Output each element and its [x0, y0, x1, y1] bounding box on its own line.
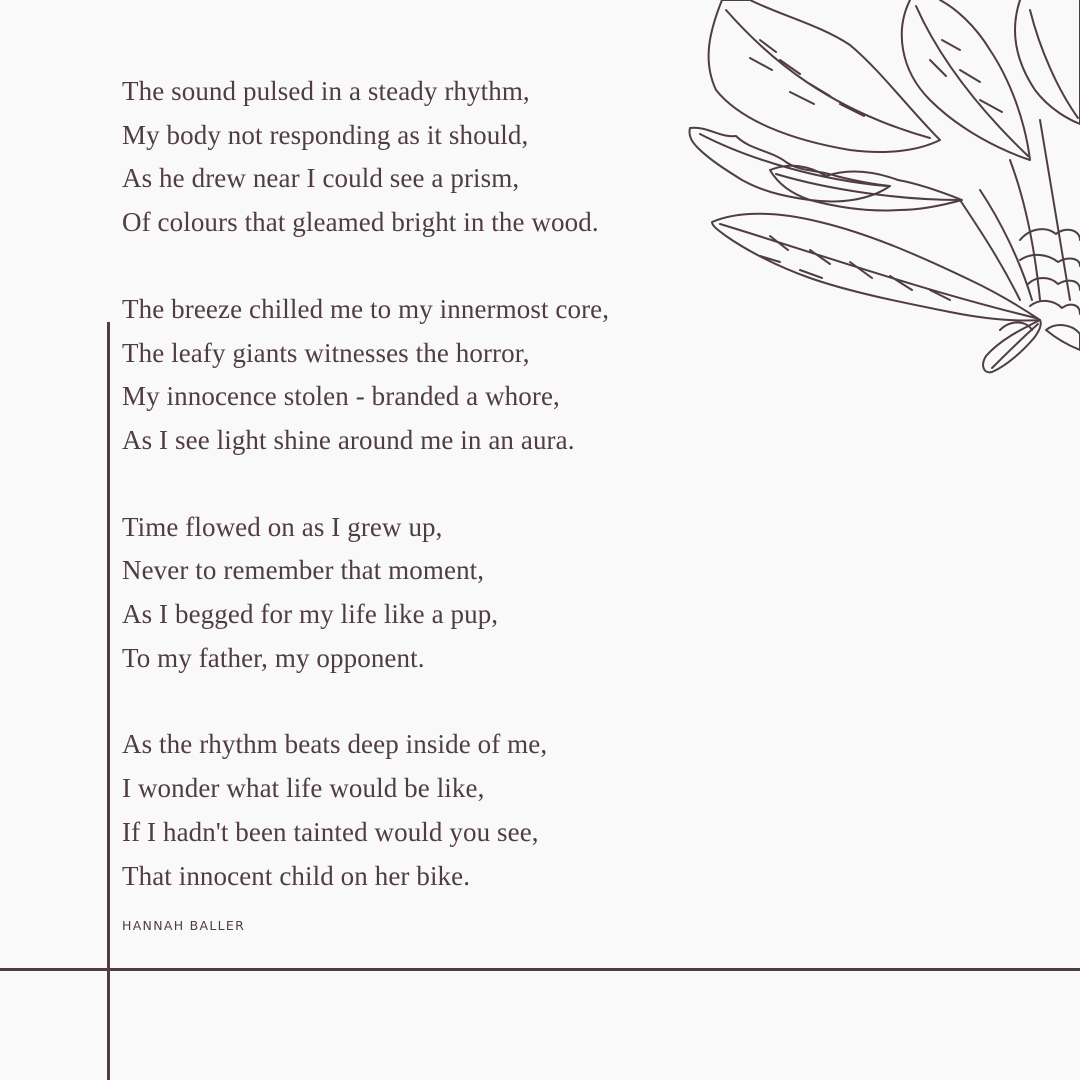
poem-line: The leafy giants witnesses the horror,	[122, 337, 530, 368]
horizontal-divider	[0, 968, 1080, 971]
stanza-3	[122, 506, 609, 681]
poem-line: My innocence stolen - branded a whore,	[122, 381, 560, 412]
poem-line: As he drew near I could see a prism,	[122, 163, 520, 194]
poem-line: As I begged for my life like a pup,	[122, 599, 499, 630]
poem-line: The breeze chilled me to my innermost core,	[122, 293, 610, 324]
poem-body	[122, 70, 609, 941]
poem-line: Time flowed on as I grew up,	[122, 511, 443, 542]
poem-line: If I hadn't been tainted would you see,	[122, 816, 539, 847]
poem-line: My body not responding as it should,	[122, 119, 529, 150]
poem-line: As I see light shine around me in an aura.	[122, 424, 575, 455]
poem-line: Never to remember that moment,	[122, 555, 485, 586]
poem-line: That innocent child on her bike.	[122, 860, 471, 891]
stanza-4	[122, 723, 609, 898]
stanza-1	[122, 70, 609, 245]
author-name: HANNAH BALLER	[122, 918, 246, 933]
poem-line: I wonder what life would be like,	[122, 773, 485, 804]
stanza-2	[122, 288, 609, 463]
poem-line: To my father, my opponent.	[122, 642, 425, 673]
poem-line: As the rhythm beats deep inside of me,	[122, 729, 548, 760]
botanical-leaves-illustration-icon	[680, 0, 1080, 390]
poem-line: Of colours that gleamed bright in the wood.	[122, 207, 599, 238]
poem-line: The sound pulsed in a steady rhythm,	[122, 76, 530, 106]
vertical-divider	[107, 322, 110, 1080]
